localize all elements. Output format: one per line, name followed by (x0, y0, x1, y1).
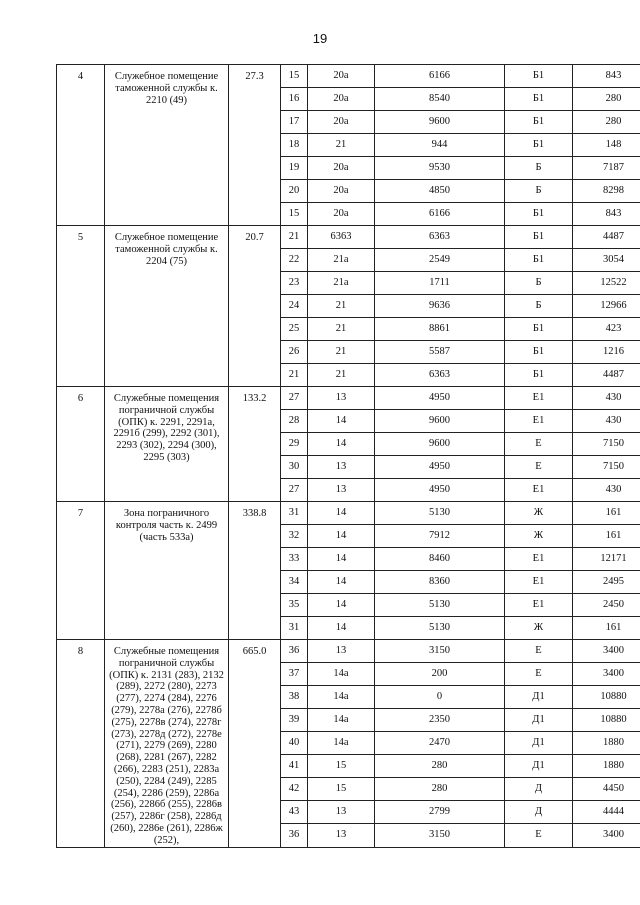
table-row (57, 502, 640, 525)
table-cell: 3400 (573, 663, 640, 686)
table-cell: 3150 (375, 824, 505, 847)
table-cell: 9600 (375, 410, 505, 433)
table-cell: Е (505, 824, 573, 847)
group-area-cell: 20.7 (229, 226, 281, 387)
table-cell: 2470 (375, 732, 505, 755)
table-cell: 41 (281, 755, 308, 778)
table-row (57, 65, 640, 88)
table-cell: Д1 (505, 709, 573, 732)
table-cell: 1711 (375, 272, 505, 295)
table-cell: 38 (281, 686, 308, 709)
group-number-cell: 8 (57, 640, 105, 848)
table-cell: 4450 (573, 778, 640, 801)
table-cell: 1880 (573, 732, 640, 755)
table-cell: Б1 (505, 65, 573, 88)
table-cell: 6166 (375, 203, 505, 226)
table-cell: 15 (281, 203, 308, 226)
table-cell: 13 (308, 824, 375, 847)
table-cell: 430 (573, 387, 640, 410)
table-cell: 10880 (573, 686, 640, 709)
table-cell: Ж (505, 502, 573, 525)
table-cell: Е1 (505, 479, 573, 502)
group-area-cell: 27.3 (229, 65, 281, 226)
table-cell: 21 (281, 226, 308, 249)
table-cell: 7187 (573, 157, 640, 180)
table-cell: 4950 (375, 479, 505, 502)
table-cell: 29 (281, 433, 308, 456)
table-cell: 15 (308, 755, 375, 778)
table-cell: 4487 (573, 226, 640, 249)
table-cell: 430 (573, 410, 640, 433)
table-cell: Д (505, 778, 573, 801)
group-area-cell: 665.0 (229, 640, 281, 848)
table-cell: Е (505, 433, 573, 456)
table-cell: 944 (375, 134, 505, 157)
table-cell: 3400 (573, 640, 640, 663)
table-cell: Б (505, 157, 573, 180)
table-cell: 7912 (375, 525, 505, 548)
table-cell: 148 (573, 134, 640, 157)
table-cell: Д1 (505, 755, 573, 778)
table-cell: 17 (281, 111, 308, 134)
group-name-cell: Служебное помещение таможенной службы к. 2204 (75) (105, 226, 229, 387)
table-cell: Б (505, 295, 573, 318)
table-cell: 2495 (573, 571, 640, 594)
table-cell: 843 (573, 65, 640, 88)
table-cell: 14 (308, 571, 375, 594)
table-cell: 12966 (573, 295, 640, 318)
table-cell: 13 (308, 456, 375, 479)
group-name-cell: Служебные помещения пограничной службы (ОПК) к. 2291, 2291а, 2291б (299), 2292 (301), 2293 (302), 2294 (300), 2295 (303) (105, 387, 229, 502)
group-number-cell: 4 (57, 65, 105, 226)
table-cell: 200 (375, 663, 505, 686)
table-cell: 1880 (573, 755, 640, 778)
table-cell: 4487 (573, 364, 640, 387)
table-cell: 430 (573, 479, 640, 502)
table-cell: 12171 (573, 548, 640, 571)
table-cell: 20а (308, 157, 375, 180)
table-row (57, 226, 640, 249)
table-cell: Ж (505, 617, 573, 640)
table-cell: 30 (281, 456, 308, 479)
table-cell: 20а (308, 88, 375, 111)
table-cell: 16 (281, 88, 308, 111)
group-name-cell: Зона пограничного контроля часть к. 2499 (часть 533а) (105, 502, 229, 640)
table-cell: Д (505, 801, 573, 824)
table-cell: Е (505, 640, 573, 663)
table-cell: 4850 (375, 180, 505, 203)
table-cell: 27 (281, 479, 308, 502)
table-cell: 43 (281, 801, 308, 824)
group-number-cell: 5 (57, 226, 105, 387)
table-cell: 13 (308, 640, 375, 663)
table-cell: 14 (308, 525, 375, 548)
table-cell: Д1 (505, 686, 573, 709)
table-cell: Б1 (505, 111, 573, 134)
table-cell: 21 (308, 364, 375, 387)
table-cell: Б (505, 272, 573, 295)
table-cell: 36 (281, 640, 308, 663)
table-cell: Б1 (505, 364, 573, 387)
table-cell: 10880 (573, 709, 640, 732)
table-cell: 20 (281, 180, 308, 203)
table-cell: 23 (281, 272, 308, 295)
table-cell: 14 (308, 410, 375, 433)
table-cell: 39 (281, 709, 308, 732)
table-cell: 21а (308, 249, 375, 272)
table-cell: 35 (281, 594, 308, 617)
table-cell: 14а (308, 732, 375, 755)
table-cell: 5587 (375, 341, 505, 364)
table-cell: 25 (281, 318, 308, 341)
table-cell: 2450 (573, 594, 640, 617)
table-cell: 7150 (573, 433, 640, 456)
table-cell: 20а (308, 111, 375, 134)
table-cell: 8360 (375, 571, 505, 594)
table-cell: 21 (281, 364, 308, 387)
table-cell: 26 (281, 341, 308, 364)
table-cell: 14 (308, 594, 375, 617)
table-cell: 31 (281, 502, 308, 525)
table-cell: 2350 (375, 709, 505, 732)
table-cell: 1216 (573, 341, 640, 364)
table-row (57, 640, 640, 663)
table-cell: 18 (281, 134, 308, 157)
table-cell: Б1 (505, 134, 573, 157)
table-cell: 161 (573, 525, 640, 548)
table-cell: 21 (308, 318, 375, 341)
table-cell: 6363 (375, 364, 505, 387)
table-cell: 4444 (573, 801, 640, 824)
table-cell: 32 (281, 525, 308, 548)
table-cell: 20а (308, 180, 375, 203)
table-cell: 5130 (375, 502, 505, 525)
table-cell: Б1 (505, 249, 573, 272)
table-cell: 22 (281, 249, 308, 272)
table-cell: 2549 (375, 249, 505, 272)
table-cell: 13 (308, 479, 375, 502)
table-cell: Е1 (505, 387, 573, 410)
table-cell: Б1 (505, 226, 573, 249)
table-cell: 21 (308, 134, 375, 157)
table-cell: 21 (308, 295, 375, 318)
table-cell: 12522 (573, 272, 640, 295)
table-cell: 21 (308, 341, 375, 364)
table-cell: 31 (281, 617, 308, 640)
group-area-cell: 133.2 (229, 387, 281, 502)
table-cell: 9600 (375, 433, 505, 456)
table-cell: 20а (308, 65, 375, 88)
table-cell: 14а (308, 709, 375, 732)
group-area-cell: 338.8 (229, 502, 281, 640)
table-cell: 8540 (375, 88, 505, 111)
table-cell: Е (505, 456, 573, 479)
table-cell: 8460 (375, 548, 505, 571)
table-cell: 24 (281, 295, 308, 318)
table-cell: 14а (308, 686, 375, 709)
table-cell: 280 (375, 755, 505, 778)
table-cell: 280 (573, 88, 640, 111)
table-cell: Е (505, 663, 573, 686)
table-cell: 3150 (375, 640, 505, 663)
table-cell: 9636 (375, 295, 505, 318)
table-cell: 161 (573, 617, 640, 640)
table-cell: Е1 (505, 594, 573, 617)
table-cell: 13 (308, 801, 375, 824)
table-cell: 8298 (573, 180, 640, 203)
table-cell: 7150 (573, 456, 640, 479)
table-cell: Ж (505, 525, 573, 548)
group-name-cell: Служебное помещение таможенной службы к. 2210 (49) (105, 65, 229, 226)
table-cell: 2799 (375, 801, 505, 824)
table-cell: 9530 (375, 157, 505, 180)
table-cell: 13 (308, 387, 375, 410)
table-cell: Е1 (505, 410, 573, 433)
table-cell: Б1 (505, 341, 573, 364)
table-cell: 6363 (308, 226, 375, 249)
table-cell: Е1 (505, 548, 573, 571)
table-cell: 37 (281, 663, 308, 686)
table-cell: 6363 (375, 226, 505, 249)
data-table (56, 64, 640, 848)
table-row (57, 387, 640, 410)
table-cell: 280 (375, 778, 505, 801)
group-name-cell: Служебные помещения пограничной службы (ОПК) к. 2131 (283), 2132 (289), 2272 (280), 2273 (277), 2274 (284), 2276 (279), 2278а (276), 2278б (275), 2278в (274), 2278г (273), 2278д (272), 2278е (271), 2279 (269), 2280 (268), 2281 (267), 2282 (266), 2283 (251), 2283а (250), 2284 (249), 2285 (254), 2286 (259), 2286а (256), 2286б (255), 2286в (257), 2286г (258), 2286д (260), 2286е (261), 2286ж (252), (105, 640, 229, 848)
table-cell: 27 (281, 387, 308, 410)
table-cell: 19 (281, 157, 308, 180)
table-cell: 3054 (573, 249, 640, 272)
group-number-cell: 6 (57, 387, 105, 502)
table-cell: 20а (308, 203, 375, 226)
table-cell: 843 (573, 203, 640, 226)
group-number-cell: 7 (57, 502, 105, 640)
table-cell: 21а (308, 272, 375, 295)
table-cell: 40 (281, 732, 308, 755)
table-cell: 15 (281, 65, 308, 88)
table-cell: Б1 (505, 88, 573, 111)
table-cell: Е1 (505, 571, 573, 594)
table-cell: 423 (573, 318, 640, 341)
table-cell: 8861 (375, 318, 505, 341)
table-cell: Б (505, 180, 573, 203)
table-cell: Б1 (505, 203, 573, 226)
table-cell: 14 (308, 617, 375, 640)
table-cell: 161 (573, 502, 640, 525)
page-number: 19 (312, 31, 328, 46)
table-cell: 9600 (375, 111, 505, 134)
table-cell: 6166 (375, 65, 505, 88)
table-cell: 14 (308, 433, 375, 456)
table-cell: 5130 (375, 594, 505, 617)
table-cell: 280 (573, 111, 640, 134)
table-cell: 4950 (375, 387, 505, 410)
table-cell: 15 (308, 778, 375, 801)
table-cell: Д1 (505, 732, 573, 755)
table-cell: 3400 (573, 824, 640, 847)
table-cell: 42 (281, 778, 308, 801)
table-cell: 14 (308, 548, 375, 571)
table-cell: 14 (308, 502, 375, 525)
table-cell: 33 (281, 548, 308, 571)
table-cell: 28 (281, 410, 308, 433)
table-cell: 4950 (375, 456, 505, 479)
table-cell: Б1 (505, 318, 573, 341)
table-cell: 34 (281, 571, 308, 594)
table-cell: 5130 (375, 617, 505, 640)
table-cell: 14а (308, 663, 375, 686)
table-cell: 0 (375, 686, 505, 709)
table-cell: 36 (281, 824, 308, 847)
